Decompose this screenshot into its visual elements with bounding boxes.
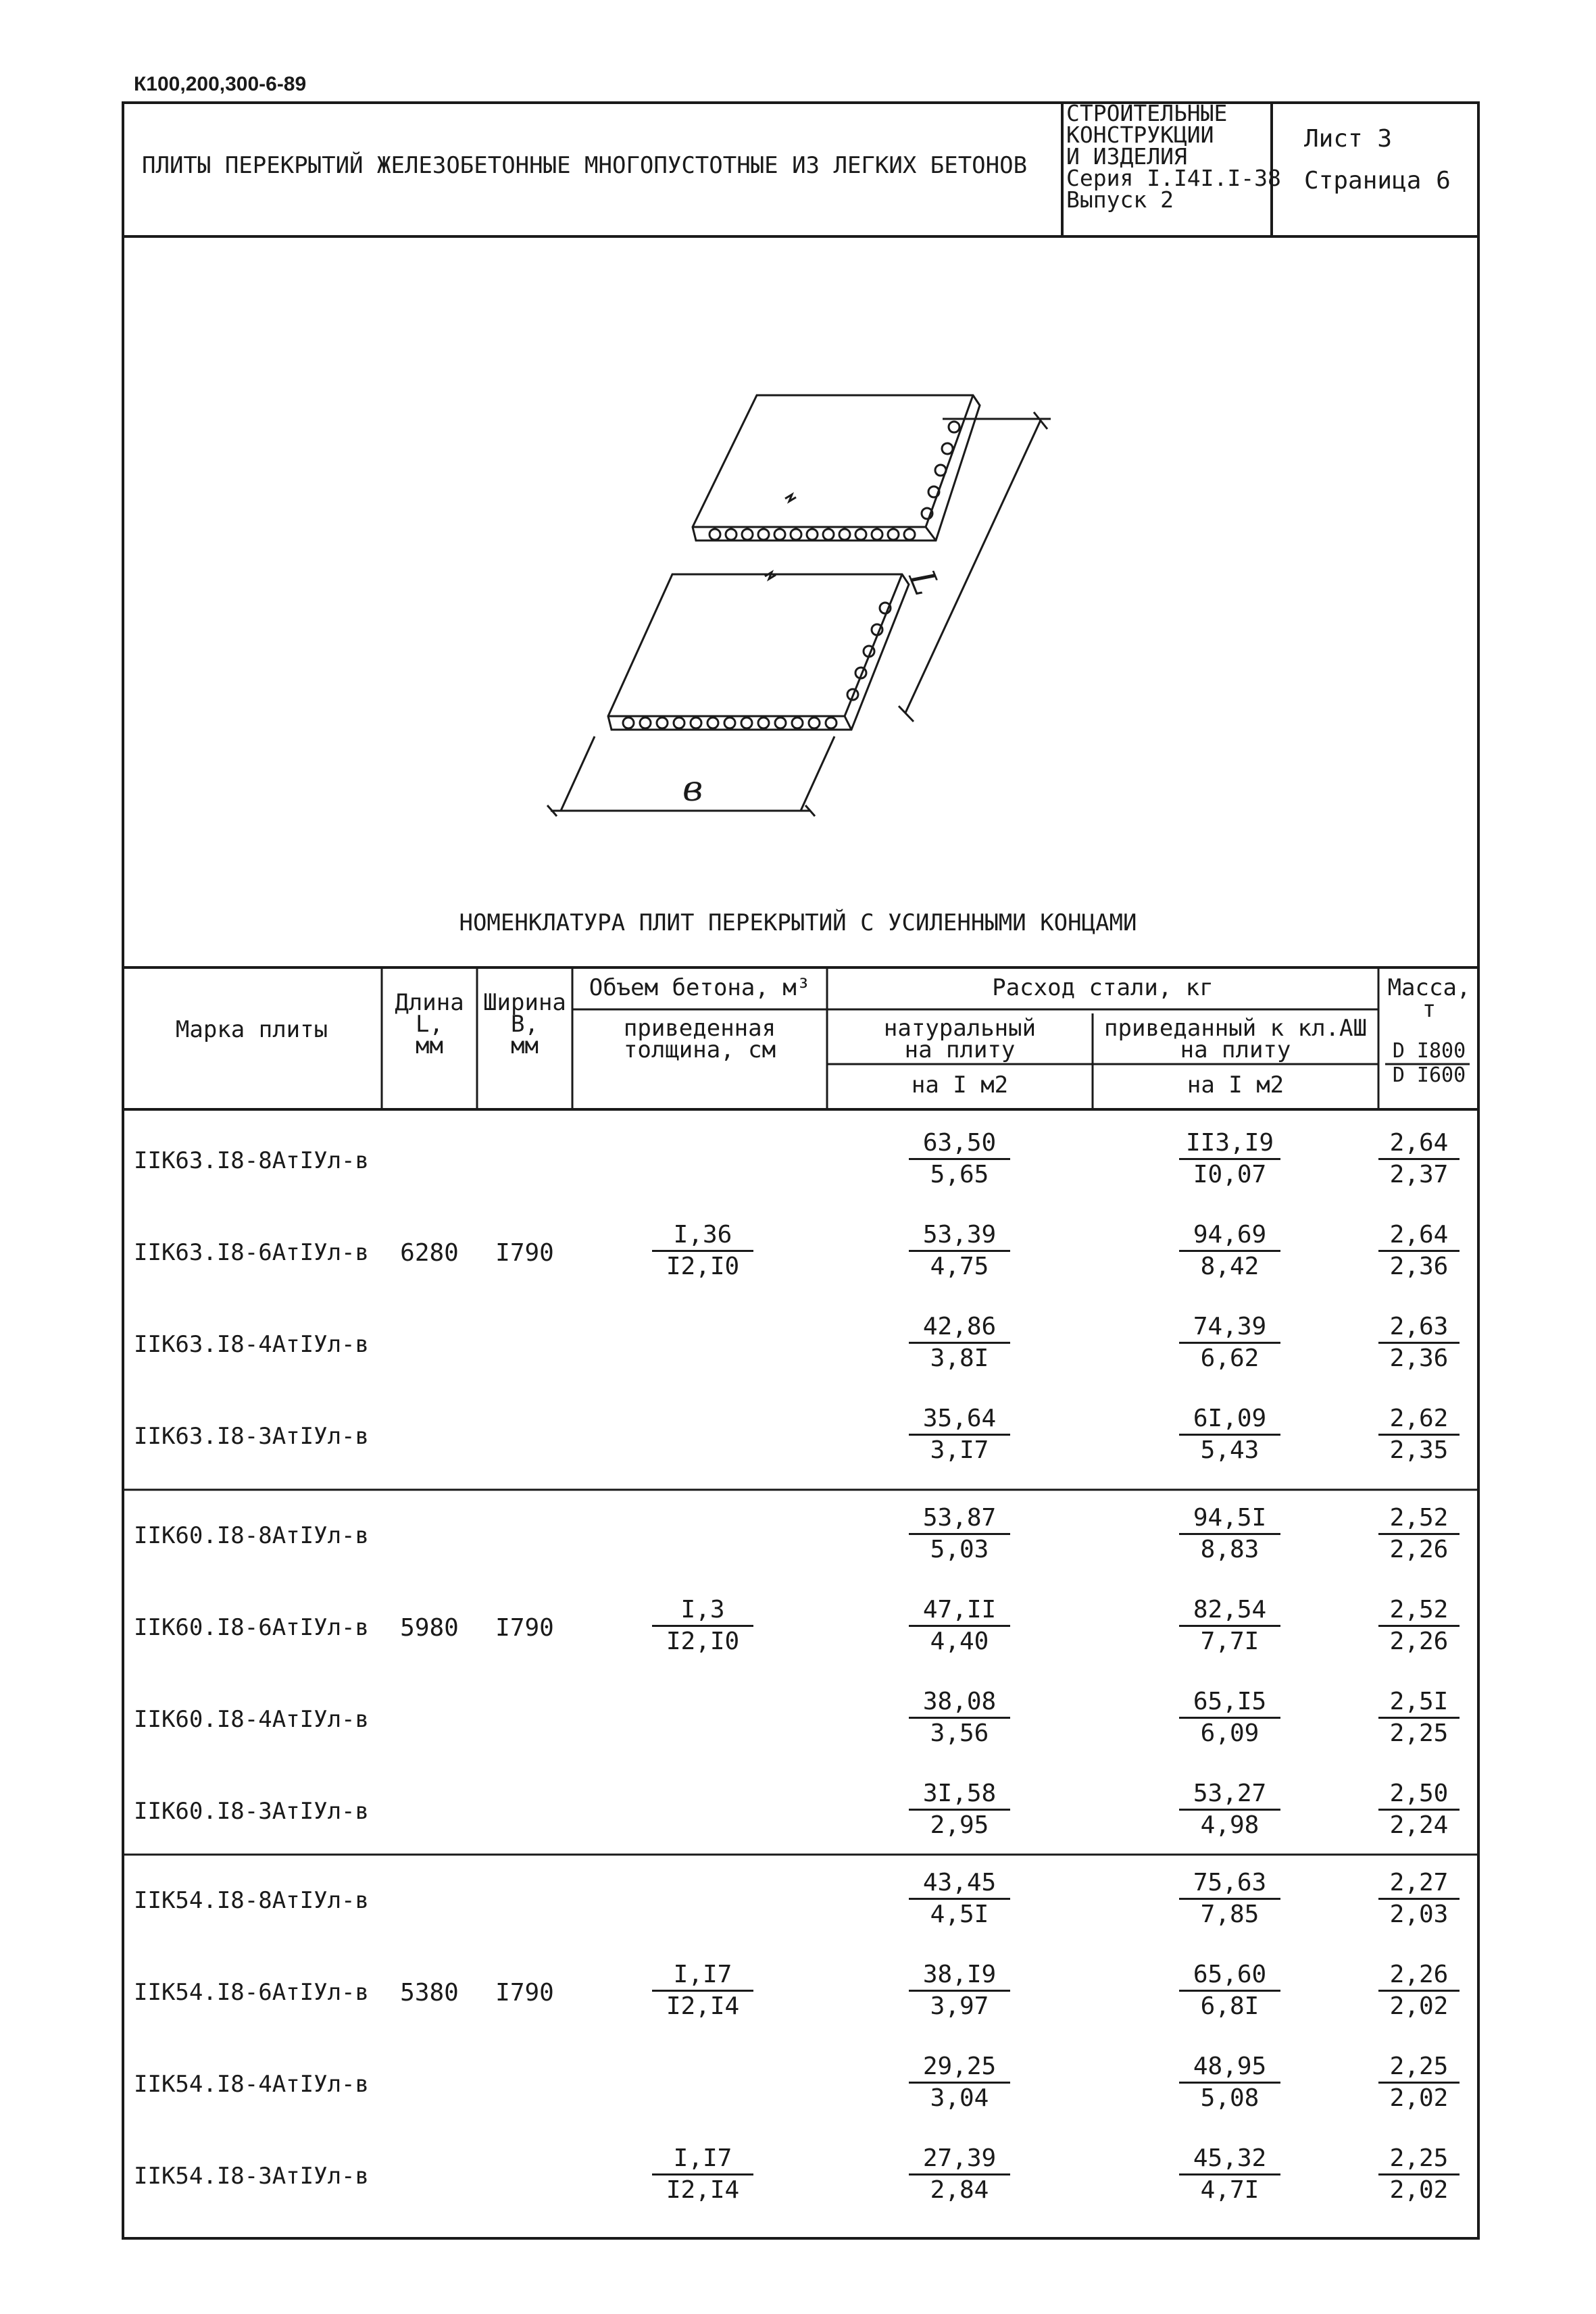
mass: [1378, 1128, 1460, 1190]
concrete-volume-numerator: I,36: [652, 1220, 753, 1252]
steel-natural: [909, 1779, 1010, 1840]
steel-natural: [909, 1595, 1010, 1657]
plate-mark: IIК54.I8-3АтIУл-в: [134, 2163, 369, 2190]
steel-reduced: [1179, 1868, 1280, 1930]
plate-mark: IIК60.I8-4АтIУл-в: [134, 1706, 369, 1733]
document-code: К100,200,300-6-89: [134, 73, 307, 95]
col-header-mark: Марка плиты: [175, 1016, 328, 1043]
plate-mark: IIК54.I8-8АтIУл-в: [134, 1887, 369, 1914]
steel-reduced-denominator: 6,62: [1200, 1344, 1260, 1372]
steel-natural: [909, 1960, 1010, 2021]
mass: [1378, 1404, 1460, 1465]
steel-natural: [909, 1220, 1010, 1282]
plate-mark: IIК60.I8-8АтIУл-в: [134, 1522, 369, 1549]
steel-natural-numerator: 53,39: [909, 1220, 1010, 1252]
steel-reduced-numerator: 94,5I: [1179, 1503, 1280, 1535]
plate-mark: IIК60.I8-6АтIУл-в: [134, 1614, 369, 1641]
series-line: КОНСТРУКЦИИ: [1066, 122, 1214, 148]
steel-reduced-numerator: 65,60: [1179, 1960, 1280, 1992]
steel-reduced: [1179, 1404, 1280, 1465]
series-block: [1066, 100, 1281, 213]
steel-reduced-denominator: 4,98: [1200, 1811, 1260, 1839]
steel-natural: [909, 2144, 1010, 2205]
steel-reduced-numerator: 94,69: [1179, 1220, 1280, 1252]
steel-natural-denominator: 2,84: [930, 2176, 989, 2204]
steel-natural: [909, 2052, 1010, 2113]
concrete-volume-denominator: I2,I4: [666, 1992, 740, 2020]
concrete-volume: [652, 1960, 753, 2021]
col-header-length-line: мм: [416, 1032, 443, 1059]
col-header-mass-line: т: [1422, 996, 1437, 1023]
col-header-width-line: B,: [511, 1011, 539, 1038]
steel-natural-denominator: 5,65: [930, 1161, 989, 1188]
concrete-volume-numerator: I,I7: [652, 2144, 753, 2175]
mass-denominator: 2,02: [1389, 1992, 1449, 2020]
steel-reduced-numerator: 82,54: [1179, 1595, 1280, 1627]
concrete-volume: [652, 1220, 753, 1282]
steel-natural-denominator: 4,75: [930, 1253, 989, 1280]
concrete-volume: [652, 1595, 753, 1657]
table-caption: НОМЕНКЛАТУРА ПЛИТ ПЕРЕКРЫТИЙ С УСИЛЕННЫМИ КОНЦАМИ: [459, 909, 1137, 936]
steel-reduced: [1179, 1595, 1280, 1657]
density-1800: D I800: [1392, 1039, 1466, 1063]
steel-reduced-numerator: 6I,09: [1179, 1404, 1280, 1436]
col-header-per-m2-reduced: на I м2: [1187, 1072, 1285, 1099]
steel-natural-numerator: 38,I9: [909, 1960, 1010, 1992]
steel-natural: [909, 1312, 1010, 1374]
steel-reduced-denominator: 8,83: [1200, 1536, 1260, 1563]
mass: [1378, 1960, 1460, 2021]
steel-natural-denominator: 3,97: [930, 1992, 989, 2020]
steel-reduced-numerator: 45,32: [1179, 2144, 1280, 2175]
steel-reduced-numerator: 74,39: [1179, 1312, 1280, 1344]
mass-denominator: 2,36: [1389, 1344, 1449, 1372]
col-header-steel-natural: [827, 1017, 1093, 1061]
steel-reduced: [1179, 1503, 1280, 1565]
series-line: Выпуск 2: [1066, 186, 1174, 213]
col-header-mass-densities: [1378, 1040, 1480, 1086]
upper-slab-holes: [709, 422, 959, 540]
col-header-volume-sub: [572, 1017, 827, 1061]
col-header-steel: Расход стали, кг: [992, 974, 1214, 1001]
steel-reduced-numerator: II3,I9: [1179, 1128, 1280, 1160]
mass-numerator: 2,64: [1378, 1220, 1460, 1252]
col-header-length-line: L,: [416, 1011, 443, 1038]
mass-denominator: 2,02: [1389, 2176, 1449, 2204]
col-header-volume-line: толщина, см: [623, 1036, 776, 1063]
mass-numerator: 2,25: [1378, 2052, 1460, 2084]
steel-reduced-denominator: 7,7I: [1200, 1628, 1260, 1655]
steel-natural-denominator: 5,03: [930, 1536, 989, 1563]
col-header-volume: Объем бетона, м³: [589, 974, 811, 1001]
steel-reduced: [1179, 1220, 1280, 1282]
col-header-per-m2-natural: на I м2: [911, 1072, 1009, 1099]
mass: [1378, 1868, 1460, 1930]
col-header-width-line: мм: [511, 1032, 539, 1059]
steel-natural: [909, 1128, 1010, 1190]
col-header-width-line: Ширина: [483, 989, 566, 1016]
steel-reduced-denominator: I0,07: [1193, 1161, 1267, 1188]
steel-natural-denominator: 3,56: [930, 1719, 989, 1747]
lower-slab-holes: [623, 603, 891, 728]
mass: [1378, 1220, 1460, 1282]
series-line: И ИЗДЕЛИЯ: [1066, 143, 1187, 170]
series-line: Серия I.I4I.I-38: [1066, 165, 1281, 191]
steel-natural-denominator: 3,I7: [930, 1436, 989, 1464]
col-header-length-line: Длина: [395, 989, 464, 1016]
series-line: СТРОИТЕЛЬНЫЕ: [1066, 100, 1228, 126]
steel-natural-numerator: 38,08: [909, 1687, 1010, 1719]
steel-natural-numerator: 47,II: [909, 1595, 1010, 1627]
steel-natural-denominator: 4,40: [930, 1628, 989, 1655]
plate-mark: IIК63.I8-6АтIУл-в: [134, 1239, 369, 1266]
mass-denominator: 2,26: [1389, 1628, 1449, 1655]
mass-numerator: 2,26: [1378, 1960, 1460, 1992]
col-header-volume-line: приведенная: [623, 1015, 776, 1042]
mass-denominator: 2,25: [1389, 1719, 1449, 1747]
mass: [1378, 1312, 1460, 1374]
steel-reduced: [1179, 1312, 1280, 1374]
col-header-mass: [1378, 974, 1480, 1023]
plate-width: I790: [495, 1979, 554, 2007]
steel-reduced-numerator: 53,27: [1179, 1779, 1280, 1811]
mass: [1378, 1503, 1460, 1565]
steel-reduced: [1179, 1779, 1280, 1840]
steel-reduced-denominator: 4,7I: [1200, 2176, 1260, 2204]
steel-reduced-numerator: 75,63: [1179, 1868, 1280, 1900]
steel-reduced-denominator: 5,08: [1200, 2084, 1260, 2112]
label-width: в: [682, 769, 703, 809]
concrete-volume-denominator: I2,I4: [666, 2176, 740, 2204]
col-header-steel-reduced-line: на плиту: [1180, 1036, 1291, 1063]
plate-mark: IIК63.I8-8АтIУл-в: [134, 1147, 369, 1174]
plate-mark: IIК54.I8-6АтIУл-в: [134, 1979, 369, 2006]
steel-natural: [909, 1503, 1010, 1565]
mass-numerator: 2,62: [1378, 1404, 1460, 1436]
mass-denominator: 2,02: [1389, 2084, 1449, 2112]
steel-natural-denominator: 3,8I: [930, 1344, 989, 1372]
steel-reduced: [1179, 1960, 1280, 2021]
density-1600: D I600: [1392, 1063, 1466, 1087]
col-header-steel-reduced: [1093, 1017, 1378, 1061]
mass-denominator: 2,24: [1389, 1811, 1449, 1839]
plate-width: I790: [495, 1614, 554, 1642]
col-header-mass-line: Масса,: [1387, 974, 1471, 1001]
plate-mark: IIК63.I8-4АтIУл-в: [134, 1331, 369, 1358]
concrete-volume-numerator: I,I7: [652, 1960, 753, 1992]
plate-mark: IIК54.I8-4АтIУл-в: [134, 2071, 369, 2098]
concrete-volume: [652, 2144, 753, 2205]
mass: [1378, 2144, 1460, 2205]
mass-numerator: 2,63: [1378, 1312, 1460, 1344]
mass-numerator: 2,25: [1378, 2144, 1460, 2175]
sheet-info: [1304, 118, 1451, 202]
plate-width: I790: [495, 1239, 554, 1267]
mass-numerator: 2,50: [1378, 1779, 1460, 1811]
mass: [1378, 1687, 1460, 1749]
steel-reduced: [1179, 2144, 1280, 2205]
plate-length: 5980: [400, 1614, 459, 1642]
slab-drawing: [527, 378, 1068, 838]
concrete-volume-numerator: I,3: [652, 1595, 753, 1627]
col-header-steel-reduced-line: приведанный к кл.АШ: [1104, 1015, 1367, 1042]
mass: [1378, 1595, 1460, 1657]
mass-denominator: 2,37: [1389, 1161, 1449, 1188]
steel-reduced-denominator: 7,85: [1200, 1901, 1260, 1928]
steel-reduced-numerator: 65,I5: [1179, 1687, 1280, 1719]
steel-reduced-numerator: 48,95: [1179, 2052, 1280, 2084]
steel-reduced-denominator: 8,42: [1200, 1253, 1260, 1280]
mass: [1378, 2052, 1460, 2113]
steel-natural-denominator: 3,04: [930, 2084, 989, 2112]
label-length: L: [900, 564, 947, 601]
steel-natural-numerator: 43,45: [909, 1868, 1010, 1900]
concrete-volume-denominator: I2,I0: [666, 1628, 740, 1655]
steel-natural-numerator: 27,39: [909, 2144, 1010, 2175]
mass-denominator: 2,35: [1389, 1436, 1449, 1464]
steel-natural-numerator: 63,50: [909, 1128, 1010, 1160]
mass-denominator: 2,36: [1389, 1253, 1449, 1280]
steel-reduced: [1179, 1128, 1280, 1190]
steel-natural-denominator: 2,95: [930, 1811, 989, 1839]
col-header-width: [477, 989, 572, 1059]
sheet-number: Лист 3: [1304, 125, 1393, 153]
steel-natural-denominator: 4,5I: [930, 1901, 989, 1928]
steel-natural-numerator: 35,64: [909, 1404, 1010, 1436]
mass: [1378, 1779, 1460, 1840]
col-header-steel-natural-line: натуральный: [883, 1015, 1037, 1042]
steel-natural-numerator: 53,87: [909, 1503, 1010, 1535]
col-header-steel-natural-line: на плиту: [904, 1036, 1016, 1063]
steel-natural: [909, 1687, 1010, 1749]
plate-length: 5380: [400, 1979, 459, 2007]
steel-reduced: [1179, 2052, 1280, 2113]
mass-numerator: 2,27: [1378, 1868, 1460, 1900]
steel-reduced-denominator: 6,8I: [1200, 1992, 1260, 2020]
col-header-length: [382, 989, 477, 1059]
mass-numerator: 2,5I: [1378, 1687, 1460, 1719]
mass-denominator: 2,26: [1389, 1536, 1449, 1563]
mass-denominator: 2,03: [1389, 1901, 1449, 1928]
plate-mark: IIК60.I8-3АтIУл-в: [134, 1798, 369, 1825]
plate-mark: IIК63.I8-3АтIУл-в: [134, 1423, 369, 1450]
document-title: ПЛИТЫ ПЕРЕКРЫТИЙ ЖЕЛЕЗОБЕТОННЫЕ МНОГОПУСТОТНЫЕ ИЗ ЛЕГКИХ БЕТОНОВ: [142, 152, 1028, 179]
steel-reduced: [1179, 1687, 1280, 1749]
steel-natural: [909, 1404, 1010, 1465]
steel-natural-numerator: 42,86: [909, 1312, 1010, 1344]
steel-natural: [909, 1868, 1010, 1930]
steel-reduced-denominator: 5,43: [1200, 1436, 1260, 1464]
concrete-volume-denominator: I2,I0: [666, 1253, 740, 1280]
steel-natural-numerator: 29,25: [909, 2052, 1010, 2084]
mass-numerator: 2,64: [1378, 1128, 1460, 1160]
mass-numerator: 2,52: [1378, 1503, 1460, 1535]
plate-length: 6280: [400, 1239, 459, 1267]
steel-reduced-denominator: 6,09: [1200, 1719, 1260, 1747]
mass-numerator: 2,52: [1378, 1595, 1460, 1627]
page-number: Страница 6: [1304, 167, 1451, 195]
steel-natural-numerator: 3I,58: [909, 1779, 1010, 1811]
